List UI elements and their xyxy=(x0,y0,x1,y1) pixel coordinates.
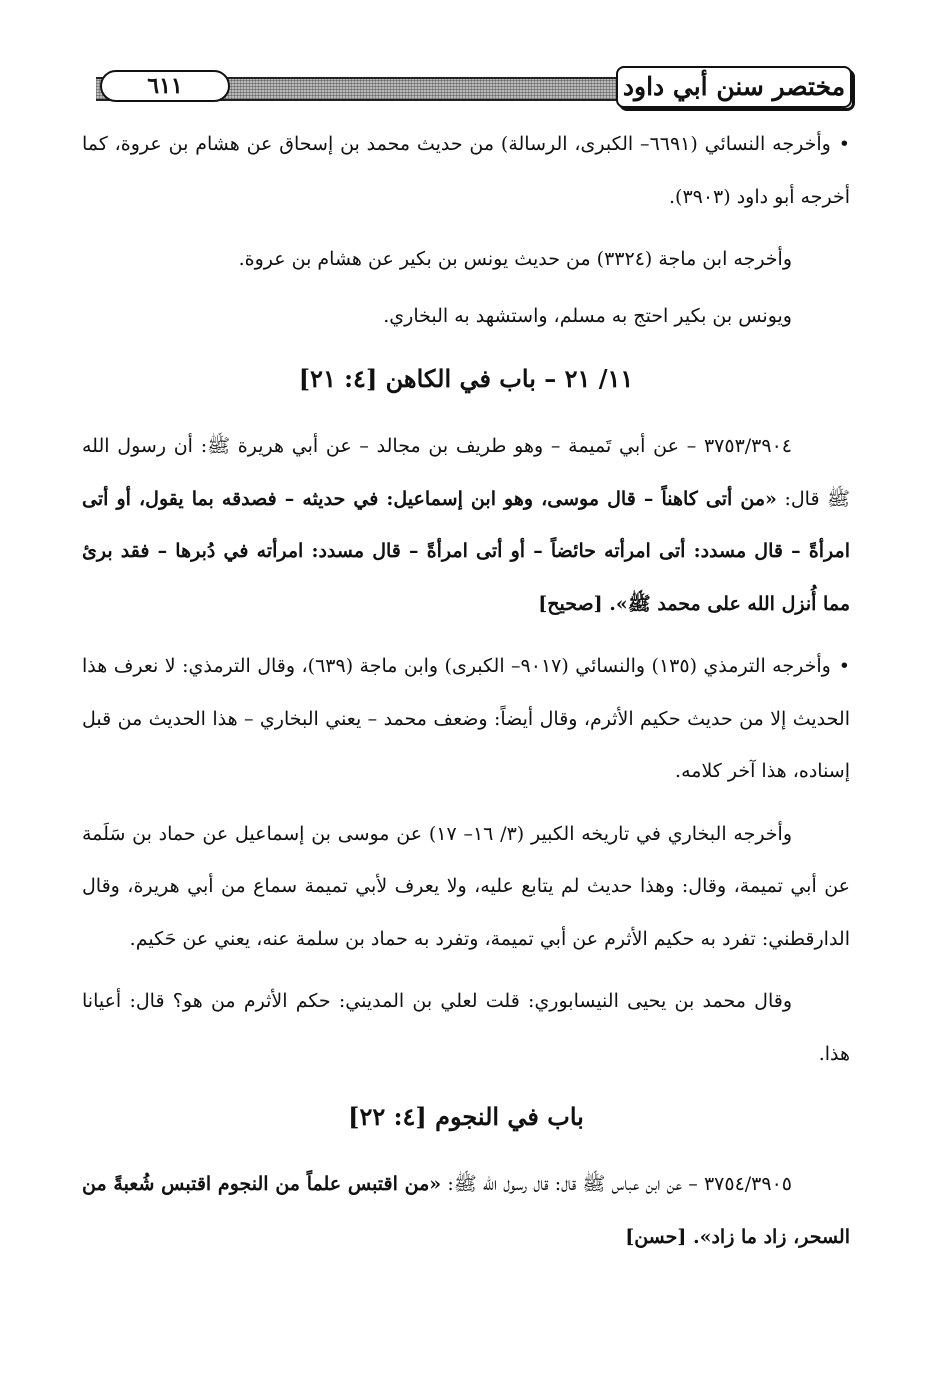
paragraph-text: وأخرجه النسائي (٦٦٩١– الكبرى، الرسالة) من حديث محمد بن إسحاق عن هشام بن عروة، كما أخرجه أبو داود (٣٩٠٣). xyxy=(82,133,850,208)
hadith-matn: «من أتى كاهناً – قال موسى، وهو ابن إسماعيل: في حديثه – فصدقه بما يقول، أو أتى امرأةً – قال مسدد: أتى امرأته حائضاً – أو أتى امرأةً – قال مسدد: امرأته في دُبرها – فقد برئ مما أُنزل الله على محمد ﷺ». [صحيح] xyxy=(82,487,850,615)
hadith-isnad: ٣٧٥٤/٣٩٠٥ – عن ابن عباس ﷺ قال: قال رسول الله ﷺ: xyxy=(441,1173,792,1195)
book-title: مختصر سنن أبي داود xyxy=(616,66,852,108)
paragraph-ibn-majah-takhrij: وأخرجه ابن ماجة (٣٣٢٤) من حديث يونس بن بكير عن هشام بن عروة. xyxy=(238,248,792,270)
hadith-3904 xyxy=(82,420,850,630)
chapter-heading-nujum: باب في النجوم [٤: ٢٢] xyxy=(348,1102,584,1131)
hadith-matn: «من اقتبس علماً من النجوم اقتبس شُعبةً من السحر، زاد ما زاد». [حسن] xyxy=(82,1173,850,1248)
running-header xyxy=(78,66,852,108)
page-body xyxy=(82,118,850,1273)
paragraph-nasai-takhrij xyxy=(82,118,850,223)
page-number: ٦١١ xyxy=(100,70,230,102)
paragraph-text: وأخرجه الترمذي (١٣٥) والنسائي (٩٠١٧– الكبرى) وابن ماجة (٦٣٩)، وقال الترمذي: لا نعرف هذا الحديث إلا من حديث حكيم الأثرم، وقال أيضاً: وضعف محمد – يعني البخاري – هذا الحديث من قبل إسناده، هذا آخر كلامه. xyxy=(82,655,850,782)
paragraph-yunus-note: ويونس بن بكير احتج به مسلم، واستشهد به البخاري. xyxy=(383,304,792,327)
paragraph-tirmidhi-takhrij xyxy=(82,640,850,798)
hadith-3905 xyxy=(82,1158,850,1263)
chapter-heading-kahin: ١١/ ٢١ – باب في الكاهن [٤: ٢١] xyxy=(298,364,634,393)
paragraph-ibn-madini-note: وقال محمد بن يحيى النيسابوري: قلت لعلي بن المديني: حكم الأثرم من هو؟ قال: أعيانا هذا. xyxy=(82,990,850,1065)
paragraph-bukhari-tarikh: وأخرجه البخاري في تاريخه الكبير (٣/ ١٦– ١٧) عن موسى بن إسماعيل عن حماد بن سَلَمة عن أبي تميمة، وقال: وهذا حديث لم يتابع عليه، ولا يعرف لأبي تميمة سماع من أبي هريرة، وقال الدارقطني: تفرد به حكيم الأثرم عن أبي تميمة، وتفرد به حماد بن سلمة عنه، يعني عن حَكيم. xyxy=(82,822,850,950)
hadith-isnad: ٣٧٥٣/٣٩٠٤ – عن أبي تَميمة – وهو طريف بن مجالد – عن أبي هريرة ﷺ: أن رسول الله ﷺ قال: xyxy=(82,435,850,510)
